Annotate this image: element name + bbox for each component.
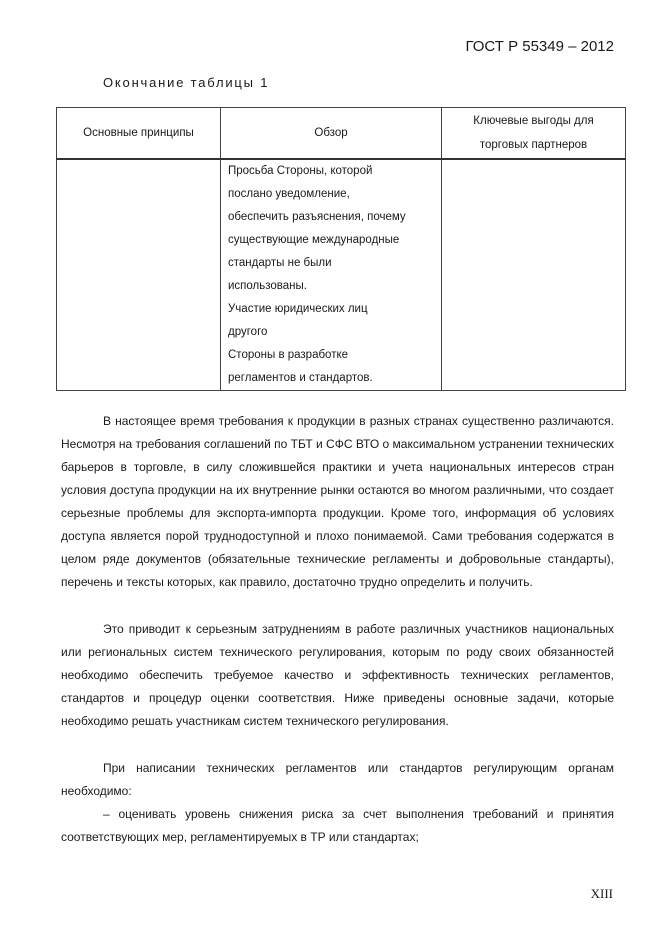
principles-table — [56, 107, 626, 391]
table-header-row — [57, 108, 626, 160]
overview-line: обеспечить разъяснения, почему — [228, 211, 406, 223]
col-header-principles: Основные принципы — [57, 108, 221, 160]
overview-line: Просьба Стороны, которой — [228, 165, 373, 177]
table-caption: Окончание таблицы 1 — [103, 75, 270, 90]
cell-benefits — [442, 159, 626, 391]
paragraph-text: При написании технических регламентов или стандартов регулирующим органам необходимо: — [61, 761, 614, 798]
col-header-benefits — [442, 108, 626, 160]
paragraph — [61, 757, 614, 803]
col-header-benefits-line: Ключевые выгоды для — [473, 115, 594, 127]
col-header-overview: Обзор — [221, 108, 442, 160]
list-item-text: – оценивать уровень снижения риска за счет выполнения требований и принятия соответствующих мер, регламентируемых в ТР или стандартах; — [61, 807, 614, 844]
page-number: XIII — [590, 886, 613, 901]
overview-line: Стороны в разработке — [228, 349, 349, 361]
cell-overview — [221, 159, 442, 391]
overview-line: регламентов и стандартов. — [228, 372, 373, 384]
paragraph-text: В настоящее время требования к продукции в разных странах существенно различаются. Несмотря на требования соглашений по ТБТ и СФС ВТО о максимальном устранении технических барьеров в торговле, в силу сложившейся практики и учета национальных интересов стран условия доступа продукции на их внутренние рынки остаются во многом различными, что создает серьезные проблемы для экспорта-импорта продукции. Кроме того, информация об условиях доступа является порой труднодоступной и плохо понимаемой. Сами требования содержатся в целом ряде документов (обязательные технические регламенты и добровольные стандарты), перечень и тексты которых, как правило, достаточно трудно определить и получить. — [61, 414, 614, 589]
overview-line: стандарты не были — [228, 257, 332, 269]
paragraph — [61, 618, 614, 733]
paragraph — [61, 410, 614, 594]
col-header-benefits-line: торговых партнеров — [479, 139, 588, 151]
list-item — [61, 803, 614, 849]
overview-line: послано уведомление, — [228, 188, 350, 200]
overview-line: Участие юридических лиц — [228, 303, 368, 315]
table-row — [57, 159, 626, 391]
overview-line: использованы. — [228, 280, 307, 292]
paragraph-text: Это приводит к серьезным затруднениям в работе различных участников национальных или региональных систем технического регулирования, которым по роду своих обязанностей необходимо обеспечить требуемое качество и эффективность технических регламентов, стандартов и процедур оценки соответствия. Ниже приведены основные задачи, которые необходимо решать участникам систем технического регулирования. — [61, 622, 614, 728]
overview-line: существующие международные — [228, 234, 400, 246]
document-standard-header: ГОСТ Р 55349 – 2012 — [465, 38, 614, 55]
cell-principles — [57, 159, 221, 391]
overview-line: другого — [228, 326, 268, 338]
